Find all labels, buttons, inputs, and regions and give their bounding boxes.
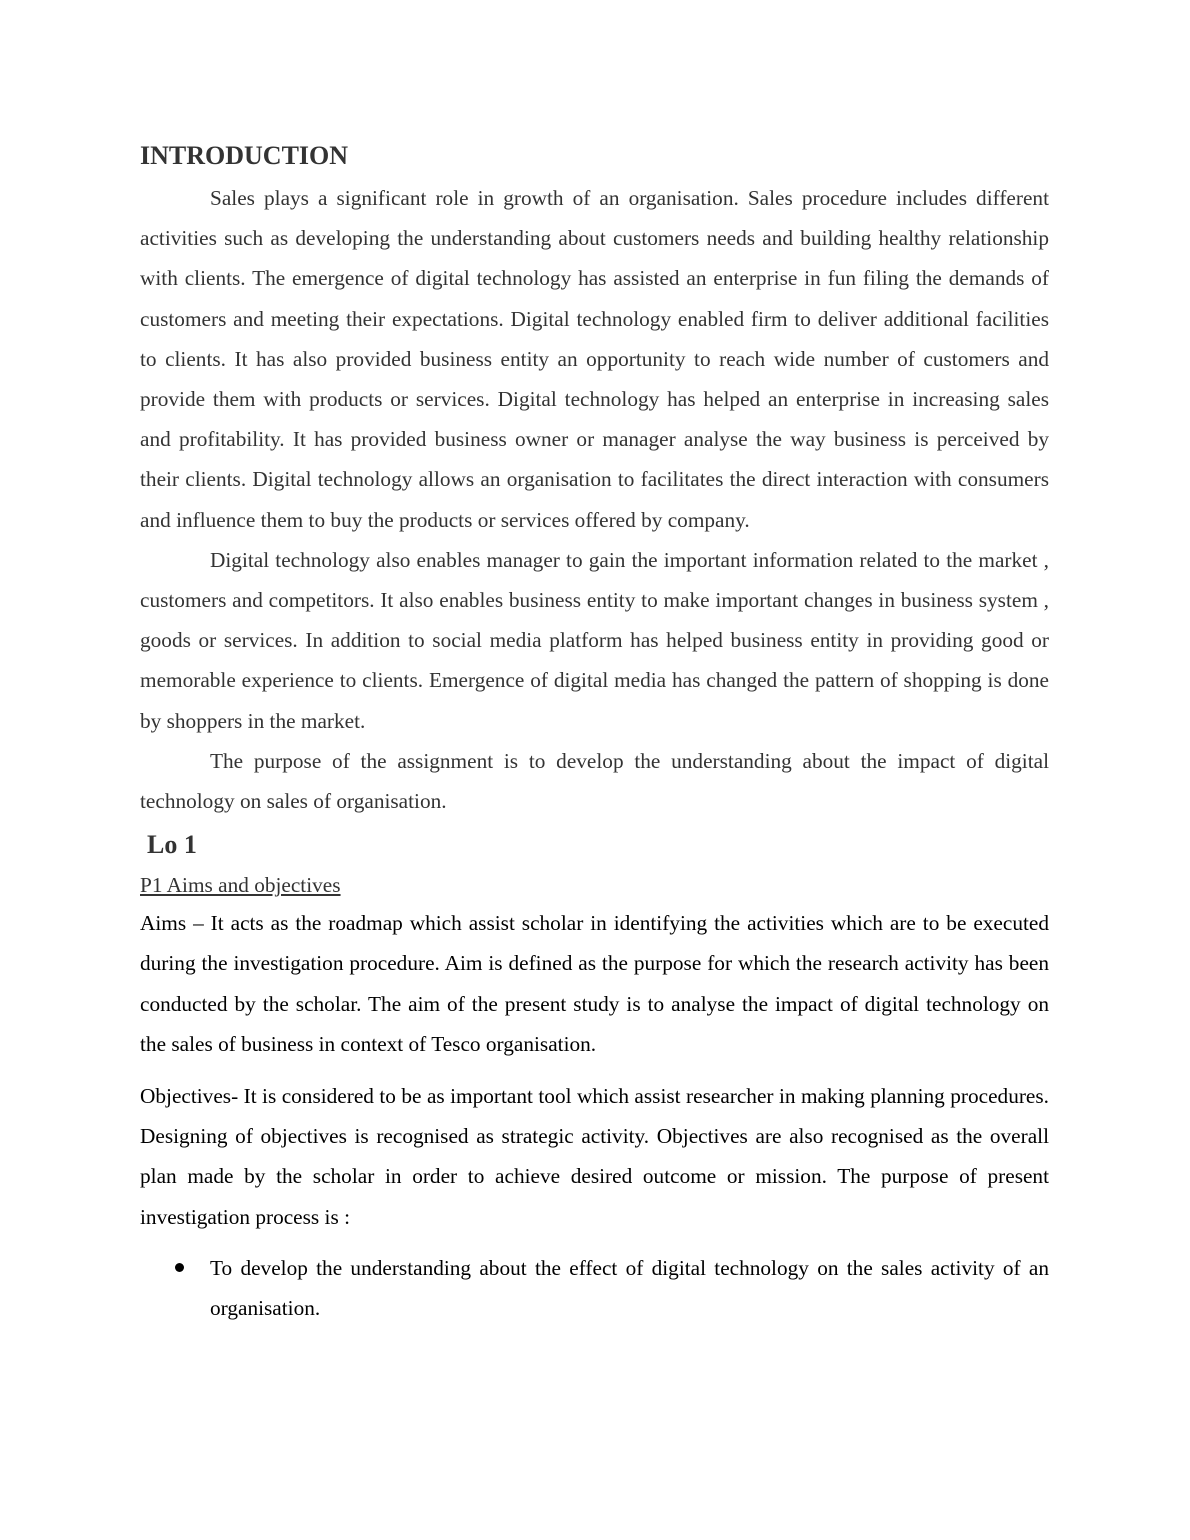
list-item [140,1248,1049,1328]
document-page [140,138,1049,1328]
objectives-list [140,1248,1049,1328]
intro-paragraph-1: Sales plays a significant role in growth of an organisation. Sales procedure includes different activities such as developing the understanding about customers needs and building healthy relationship with clients. The emergence of digital technology has assisted an enterprise in fun filing the demands of customers and meeting their expectations. Digital technology enabled firm to deliver additional facilities to clients. It has also provided business entity an opportunity to reach wide number of customers and provide them with products or services. Digital technology has helped an enterprise in increasing sales and profitability. It has provided business owner or manager analyse the way business is perceived by their clients. Digital technology allows an organisation to facilitates the direct interaction with consumers and influence them to buy the products or services offered by company. [140,186,1049,532]
bullet-text: To develop the understanding about the effect of digital technology on the sales activity of an organisation. [210,1255,1049,1321]
aims-objectives-subheading: P1 Aims and objectives [140,873,341,898]
intro-paragraph-2: Digital technology also enables manager to gain the important information related to the market , customers and competitors. It also enables business entity to make important changes in business system , goods or services. In addition to social media platform has helped business entity in providing good or memorable experience to clients. Emergence of digital media has changed the pattern of shopping is done by shoppers in the market. [140,547,1049,733]
intro-paragraph-3: The purpose of the assignment is to develop the understanding about the impact of digital technology on sales of organisation. [140,748,1049,814]
aims-paragraph: Aims – It acts as the roadmap which assist scholar in identifying the activities which are to be executed during the investigation procedure. Aim is defined as the purpose for which the research activity has been conducted by the scholar. The aim of the present study is to analyse the impact of digital technology on the sales of business in context of Tesco organisation. [140,911,1049,1056]
objectives-paragraph: Objectives- It is considered to be as important tool which assist researcher in making planning procedures. Designing of objectives is recognised as strategic activity. Objectives are also recognised as the overall plan made by the scholar in order to achieve desired outcome or mission. The purpose of present investigation process is : [140,1084,1049,1229]
bullet-icon [175,1263,184,1272]
introduction-heading: INTRODUCTION [140,141,349,170]
lo1-heading: Lo 1 [147,830,197,860]
